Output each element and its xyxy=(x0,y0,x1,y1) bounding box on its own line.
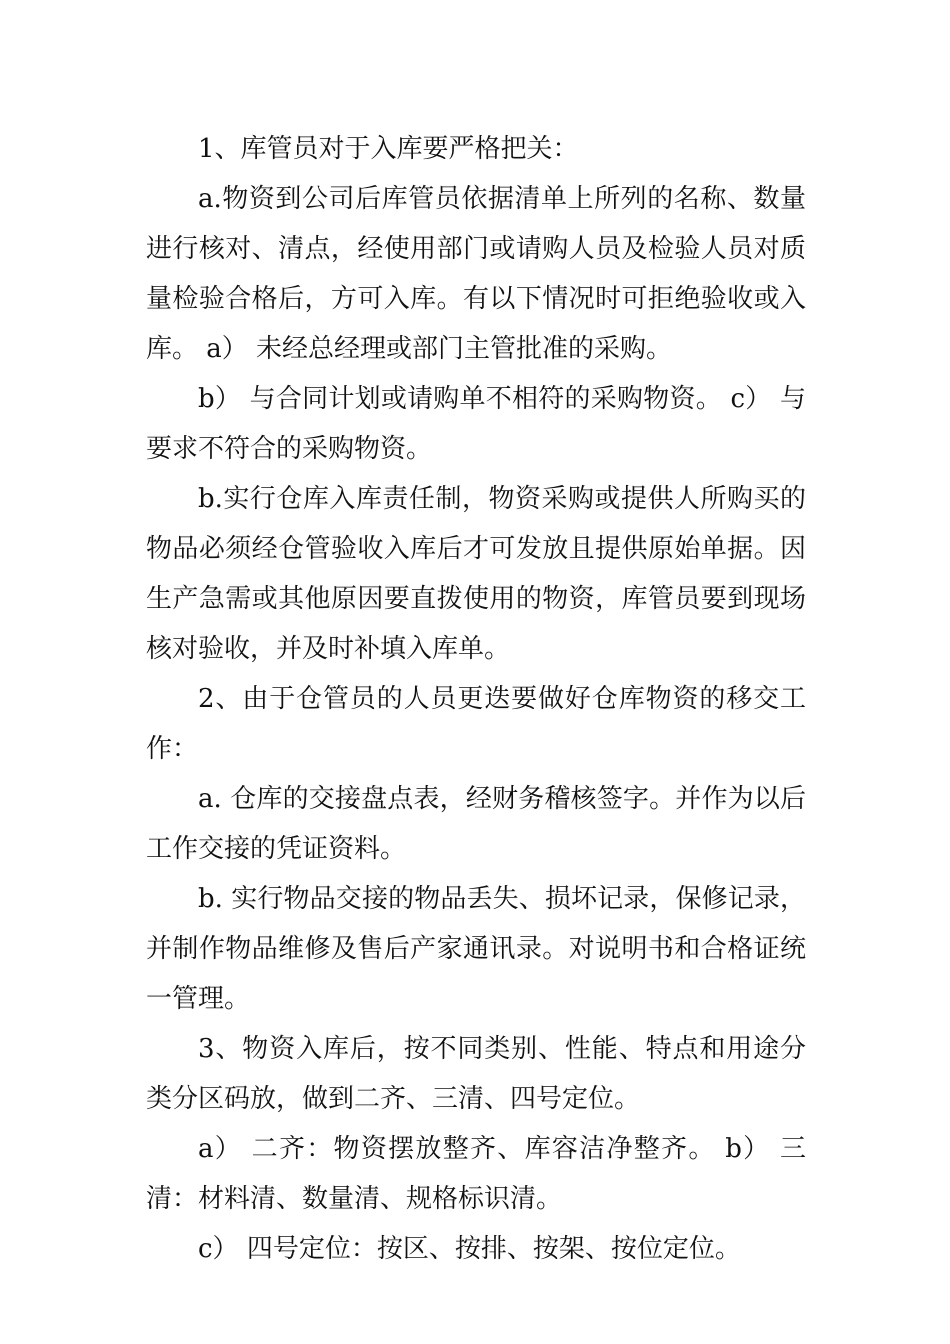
paragraph-9: a） 二齐：物资摆放整齐、库容洁净整齐。 b） 三清：材料清、数量清、规格标识清。 xyxy=(146,1134,806,1214)
document-body xyxy=(146,124,806,1274)
paragraph-5: 2、由于仓管员的人员更迭要做好仓库物资的移交工作： xyxy=(146,684,806,764)
paragraph-10: c） 四号定位：按区、按排、按架、按位定位。 xyxy=(198,1234,741,1264)
paragraph-6: a. 仓库的交接盘点表，经财务稽核签字。并作为以后工作交接的凭证资料。 xyxy=(146,784,806,864)
paragraph-7: b. 实行物品交接的物品丢失、损坏记录，保修记录，并制作物品维修及售后产家通讯录。对说明书和合格证统一管理。 xyxy=(146,884,806,1014)
paragraph-8: 3、物资入库后，按不同类别、性能、特点和用途分类分区码放，做到二齐、三清、四号定位。 xyxy=(146,1034,806,1114)
paragraph-1: 1、库管员对于入库要严格把关： xyxy=(198,134,579,164)
paragraph-3: b） 与合同计划或请购单不相符的采购物资。 c） 与要求不符合的采购物资。 xyxy=(146,384,806,464)
paragraph-4: b.实行仓库入库责任制，物资采购或提供人所购买的物品必须经仓管验收入库后才可发放且提供原始单据。因生产急需或其他原因要直拨使用的物资，库管员要到现场核对验收，并及时补填入库单。 xyxy=(146,484,806,664)
paragraph-2: a.物资到公司后库管员依据清单上所列的名称、数量进行核对、清点，经使用部门或请购人员及检验人员对质量检验合格后，方可入库。有以下情况时可拒绝验收或入库。 a） 未经总经理或部门主管批准的采购。 xyxy=(146,184,806,364)
